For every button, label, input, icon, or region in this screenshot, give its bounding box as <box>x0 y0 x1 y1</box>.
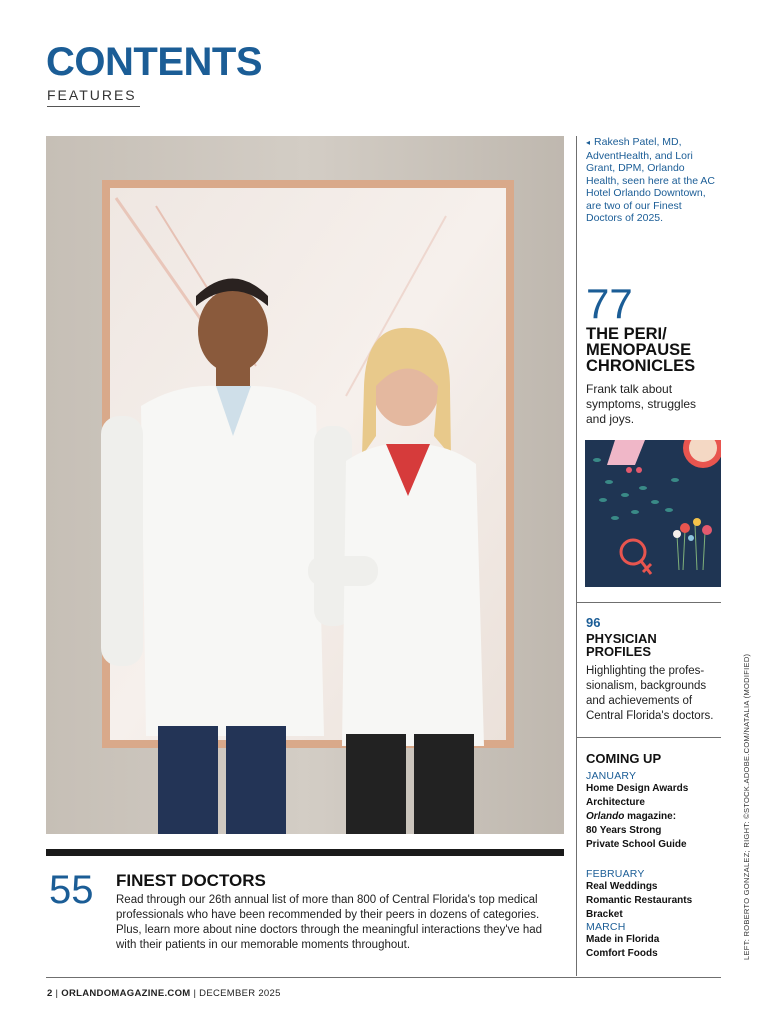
coming-up-heading: COMING UP <box>586 751 662 766</box>
list-item: Real Weddings <box>586 881 658 892</box>
list-item: Romantic Restaurants Bracket <box>586 895 693 920</box>
italic-word: Orlando <box>586 811 625 822</box>
title-line: PHYSICIAN <box>586 631 657 646</box>
menopause-illustration <box>585 440 721 587</box>
feature-96-number: 96 <box>586 615 601 630</box>
title-line: CHRONICLES <box>586 357 696 375</box>
coming-up-february <box>586 868 726 922</box>
footer-rule <box>46 977 721 978</box>
title-line: PROFILES <box>586 644 652 659</box>
page-title: CONTENTS <box>46 40 262 84</box>
sidebar-divider <box>576 136 577 976</box>
coming-up-march <box>586 921 726 961</box>
caption-text: Rakesh Patel, MD, AdventHealth, and Lori Grant, DPM, Orlando Health, seen here at the AC Hotel Orlando Downtown, are two of our Finest Doctors of 2025. <box>586 136 715 224</box>
sidebar-rule <box>577 602 721 603</box>
month-label: JANUARY <box>586 770 637 782</box>
list-item: Private School Guide <box>586 839 687 850</box>
sidebar-rule <box>577 737 721 738</box>
page-footer <box>47 988 281 999</box>
item-text: magazine: <box>627 811 677 822</box>
list-item: Architecture <box>586 797 645 808</box>
caption-arrow-icon: ◂ <box>586 138 591 147</box>
photo-caption <box>586 136 716 225</box>
coming-up-january <box>586 770 726 852</box>
footer-separator: | <box>55 988 59 999</box>
page-number: 2 <box>47 988 53 999</box>
list-item: Made in Florida <box>586 934 660 945</box>
list-item: Home Design Awards <box>586 783 689 794</box>
photo-credit: LEFT: ROBERTO GONZALEZ; RIGHT: ©STOCK.ADOBE.COM/NATALIA (MODIFIED) <box>742 653 751 960</box>
feature-55-number: 55 <box>49 868 94 912</box>
feature-55-title: FINEST DOCTORS <box>116 871 266 890</box>
footer-separator: | <box>193 988 197 999</box>
section-underline <box>47 106 140 107</box>
feature-55-description: Read through our 26th annual list of more than 800 of Central Florida's top medical professionals who have been recommended by their peers in dozens of categories. Plus, learn more about nine doctors through the meaningful interactions they've had with their patients in our memorable moments throughout. <box>116 894 543 951</box>
title-line: THE PERI/ <box>586 325 667 343</box>
list-item: 80 Years Strong <box>586 825 662 836</box>
feature-96-title <box>586 632 716 658</box>
section-label: FEATURES <box>47 87 137 103</box>
feature-96-description: Highlighting the profes- sionalism, backgrounds and achievements of Central Florida's doctors. <box>586 665 714 722</box>
month-label: MARCH <box>586 921 626 933</box>
issue-date: DECEMBER 2025 <box>199 988 281 999</box>
month-label: FEBRUARY <box>586 868 645 880</box>
title-line: MENOPAUSE <box>586 341 692 359</box>
list-item <box>586 810 726 824</box>
cover-photo <box>46 136 564 834</box>
feature-divider-bar <box>46 849 564 856</box>
feature-77-title <box>586 326 721 374</box>
list-item: Comfort Foods <box>586 948 658 959</box>
feature-77-description: Frank talk about symptoms, struggles and joys. <box>586 382 697 426</box>
site-url: ORLANDOMAGAZINE.COM <box>61 988 191 999</box>
feature-77-number: 77 <box>586 280 633 327</box>
